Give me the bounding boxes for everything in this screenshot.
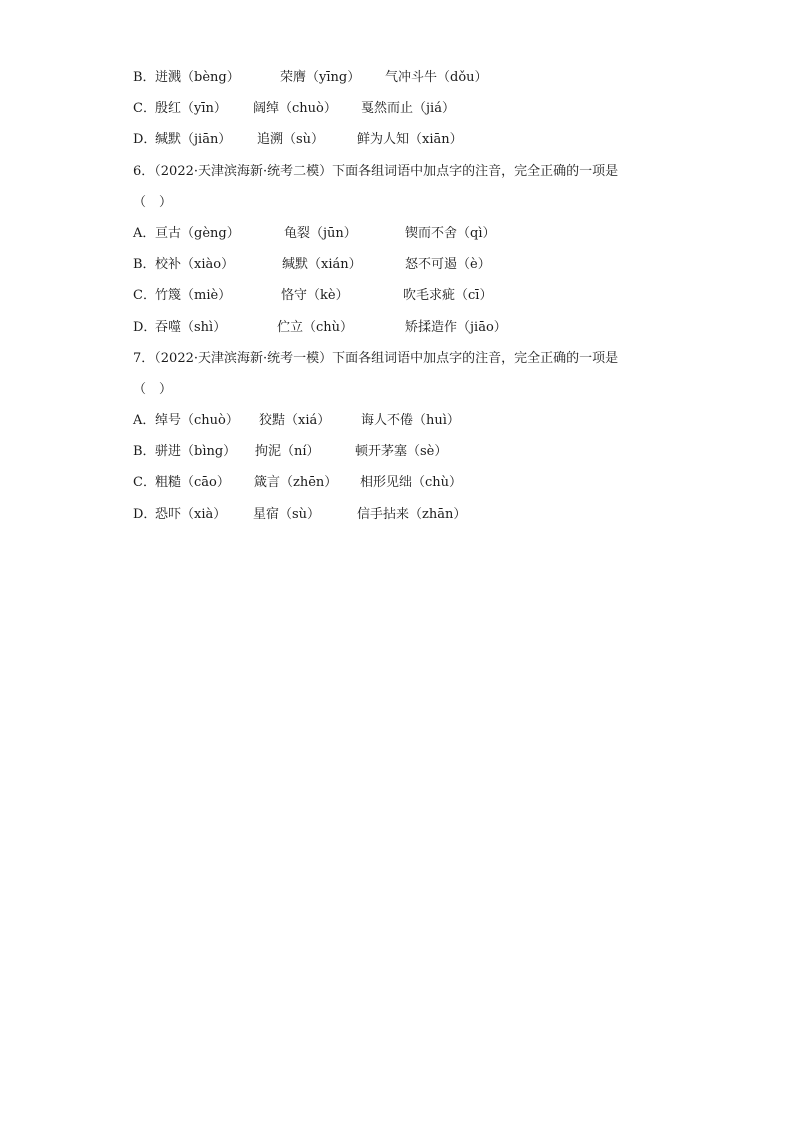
option-word: 气冲斗牛（dǒu） (385, 70, 488, 85)
answer-option (133, 405, 663, 436)
answer-option (133, 280, 663, 311)
option-letter: D． (133, 506, 157, 522)
option-word: 顿开茅塞（sè） (355, 444, 448, 460)
option-word: 怒不可遏（è） (405, 257, 491, 273)
option-letter: C． (133, 101, 156, 117)
option-word: 锲而不舍（qì） (405, 225, 496, 241)
option-word: 鲜为人知（xiān） (357, 132, 463, 148)
option-word: 戛然而止（jiá） (361, 101, 455, 117)
option-word: 信手拈来（zhān） (357, 506, 467, 522)
option-word: 迸溅（bèng） (155, 70, 240, 85)
answer-bracket (133, 187, 663, 218)
option-letter: B． (133, 444, 156, 460)
option-letter: D． (133, 132, 157, 148)
option-word: 绰号（chuò） (155, 413, 239, 429)
option-letter: B． (133, 70, 156, 85)
question-text: 6．（2022·天津滨海新·统考二模）下面各组词语中加点字的注音，完全正确的一项是 (133, 163, 619, 179)
answer-bracket (133, 374, 663, 405)
option-word: 校补（xiào） (155, 257, 235, 273)
answer-option (133, 93, 663, 124)
option-word: 伫立（chù） (277, 319, 354, 335)
option-word: 诲人不倦（huì） (361, 413, 460, 429)
answer-option (133, 218, 663, 249)
option-letter: C． (133, 288, 156, 304)
option-word: 箴言（zhēn） (254, 475, 338, 491)
answer-option (133, 312, 663, 343)
option-word: 亘古（gèng） (155, 225, 240, 241)
answer-option (133, 249, 663, 280)
answer-option (133, 62, 663, 93)
answer-option (133, 124, 663, 155)
option-word: 粗糙（cāo） (155, 475, 230, 491)
option-word: 狡黠（xiá） (259, 413, 331, 429)
option-word: 殷红（yīn） (155, 101, 227, 117)
option-letter: B． (133, 257, 156, 273)
answer-blank: （ ） (133, 194, 173, 210)
question-stem (133, 156, 663, 187)
option-letter: C． (133, 475, 156, 491)
answer-blank: （ ） (133, 381, 173, 397)
option-word: 竹篾（miè） (155, 288, 232, 304)
option-word: 吹毛求疵（cī） (403, 288, 493, 304)
answer-option (133, 467, 663, 498)
option-letter: A． (133, 413, 156, 429)
option-letter: D． (133, 319, 157, 335)
answer-option (133, 499, 663, 530)
option-word: 阔绰（chuò） (253, 101, 337, 117)
option-word: 缄默（xián） (282, 257, 362, 273)
answer-option (133, 436, 663, 467)
option-letter: A． (133, 225, 156, 241)
option-word: 恐吓（xià） (155, 506, 227, 522)
option-word: 追溯（sù） (257, 132, 325, 148)
question-stem (133, 343, 663, 374)
question-content (133, 62, 663, 530)
option-word: 龟裂（jūn） (284, 225, 357, 241)
option-word: 星宿（sù） (253, 506, 321, 522)
option-word: 荣膺（yīng） (280, 70, 361, 85)
option-word: 骈进（bìng） (155, 444, 237, 460)
question-text: 7．（2022·天津滨海新·统考一模）下面各组词语中加点字的注音，完全正确的一项是 (133, 350, 619, 366)
option-word: 吞噬（shì） (155, 319, 227, 335)
option-word: 矫揉造作（jiāo） (405, 319, 507, 335)
option-word: 缄默（jiān） (155, 132, 232, 148)
option-word: 恪守（kè） (281, 288, 349, 304)
option-word: 相形见绌（chù） (360, 475, 463, 491)
option-word: 拘泥（ní） (255, 444, 320, 460)
